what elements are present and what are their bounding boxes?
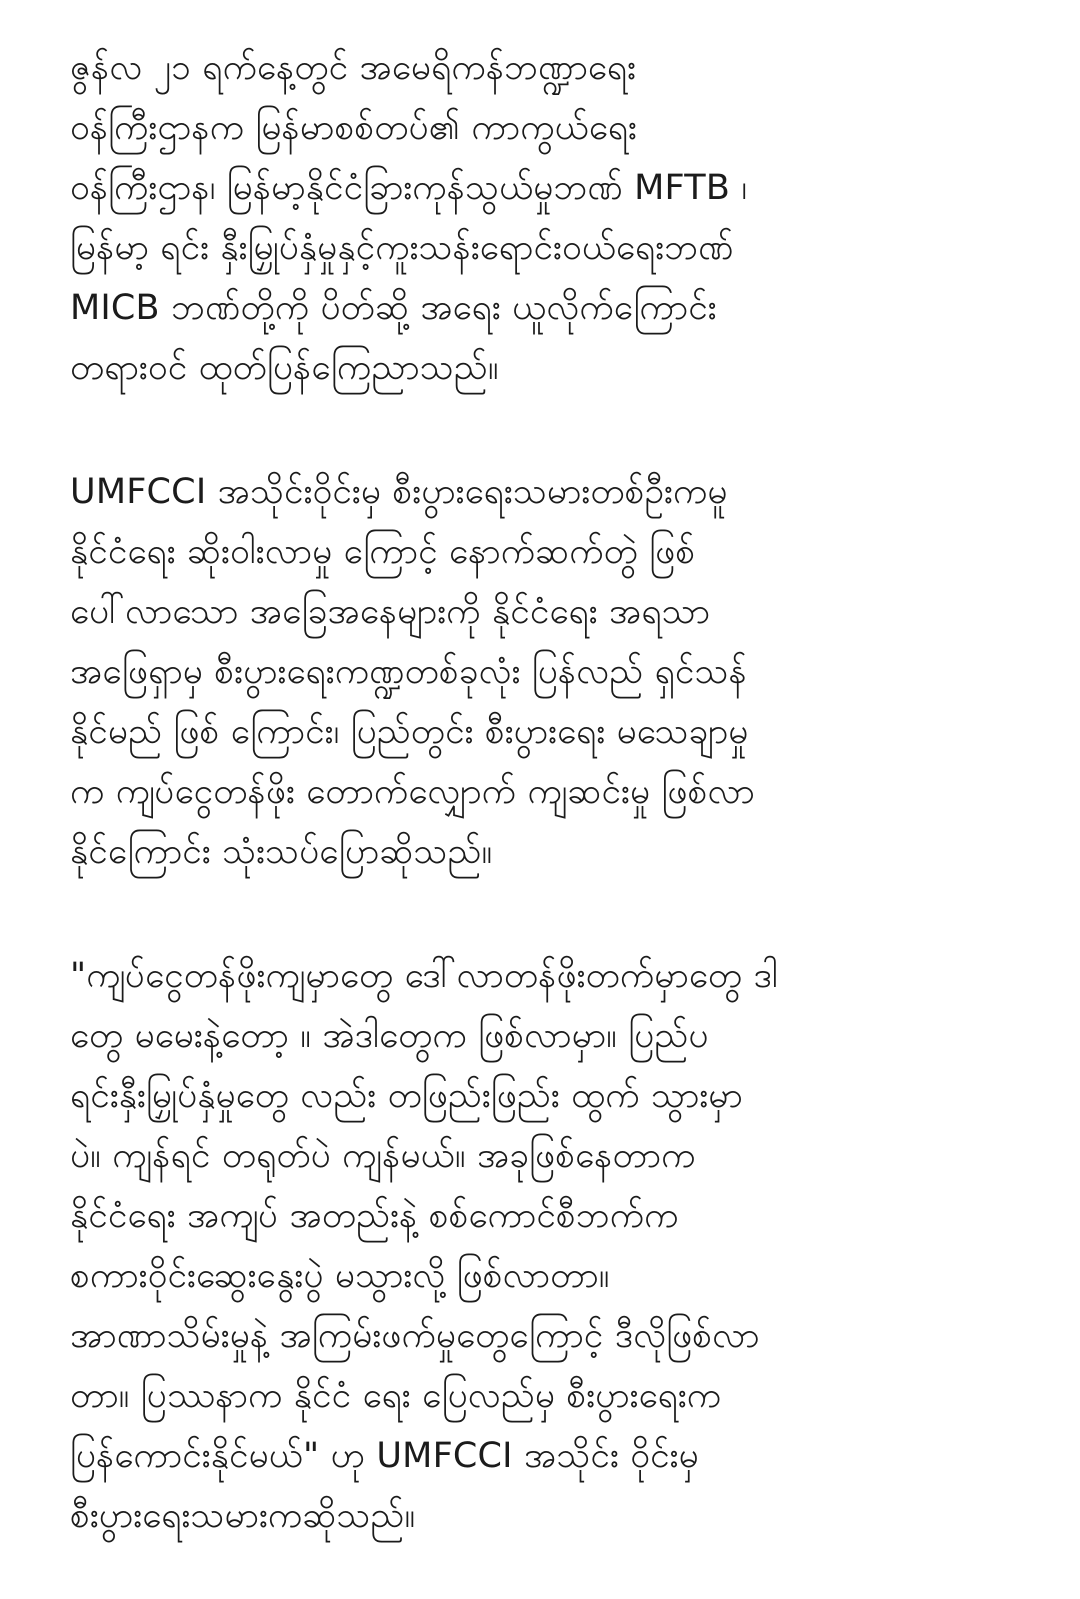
text-line: အာဏာသိမ်းမှုနဲ့ အကြမ်းဖက်မှုတွေကြောင့် ဒီလိုဖြစ်လာ xyxy=(70,1316,760,1356)
text-line: တွေ မမေးနဲ့တော့ ။ အဲဒါတွေက ဖြစ်လာမှာ။ ပြည်ပ xyxy=(70,1016,709,1056)
text-line: နိုင်ကြောင်း သုံးသပ်ပြောဆိုသည်။ xyxy=(70,832,493,872)
text-line: UMFCCI အသိုင်းဝိုင်းမှ စီးပွားရေးသမားတစ်ဦးကမူ xyxy=(70,472,728,512)
text-line: ပေါ်လာသော အခြေအနေများကို နိုင်ငံရေး အရသာ xyxy=(70,592,711,632)
text-line: အဖြေရှာမှ စီးပွားရေးကဏ္ဍတစ်ခုလုံး ပြန်လည် ရှင်သန် xyxy=(70,652,747,692)
text-line: "ကျပ်ငွေတန်ဖိုးကျမှာတွေ ဒေါ်လာတန်ဖိုးတက်မှာတွေ ဒါ xyxy=(70,956,778,996)
text-line: စကားဝိုင်းဆွေးနွေးပွဲ မသွားလို့ ဖြစ်လာတာ။ xyxy=(70,1256,610,1296)
text-line: နိုင်ငံရေး အကျပ် အတည်းနဲ့ စစ်ကောင်စီဘက်က xyxy=(70,1196,679,1236)
text-line: နိုင်ငံရေး ဆိုးဝါးလာမှု ကြောင့် နောက်ဆက်တွဲ ဖြစ် xyxy=(70,532,696,572)
text-line: မြန်မာ့ ရင်း နှီးမြှုပ်နှံမှုနှင့်ကူးသန်းရောင်းဝယ်ရေးဘဏ် xyxy=(70,228,734,268)
text-line: က ကျပ်ငွေတန်ဖိုး တောက်လျှောက် ကျဆင်းမှု ဖြစ်လာ xyxy=(70,772,755,812)
text-line: ဝန်ကြီးဌာန၊ မြန်မာ့နိုင်ငံခြားကုန်သွယ်မှုဘဏ် MFTB ၊ xyxy=(70,168,748,208)
text-line: တာ။ ပြဿနာက နိုင်ငံ ရေး ပြေလည်မှ စီးပွားရေးက xyxy=(70,1376,722,1416)
text-line: နိုင်မည် ဖြစ် ကြောင်း၊ ပြည်တွင်း စီးပွားရေး မသေချာမှု xyxy=(70,712,749,752)
paragraph-businessman-quote xyxy=(70,946,1040,1546)
text-line: MICB ဘဏ်တို့ကို ပိတ်ဆို့ အရေး ယူလိုက်ကြောင်း xyxy=(70,288,717,328)
text-line: ရင်းနှီးမြှုပ်နှံမှုတွေ လည်း တဖြည်းဖြည်း ထွက် သွားမှာ xyxy=(70,1076,743,1116)
text-line: တရားဝင် ထုတ်ပြန်ကြေညာသည်။ xyxy=(70,348,499,388)
text-line: စီးပွားရေးသမားကဆိုသည်။ xyxy=(70,1496,416,1536)
text-line: ဝန်ကြီးဌာနက မြန်မာစစ်တပ်၏ ကာကွယ်ရေး xyxy=(70,108,638,148)
text-line: ဇွန်လ ၂၁ ရက်နေ့တွင် အမေရိကန်ဘဏ္ဍာရေး xyxy=(70,48,637,88)
paragraph-businessman-analysis xyxy=(70,462,1040,882)
text-line: ပဲ။ ကျန်ရင် တရုတ်ပဲ ကျန်မယ်။ အခုဖြစ်နေတာက xyxy=(70,1136,696,1176)
text-line: ပြန်ကောင်းနိုင်မယ်" ဟု UMFCCI အသိုင်း ဝိုင်းမှ xyxy=(70,1436,699,1476)
paragraph-sanctions-announcement xyxy=(70,38,1040,398)
